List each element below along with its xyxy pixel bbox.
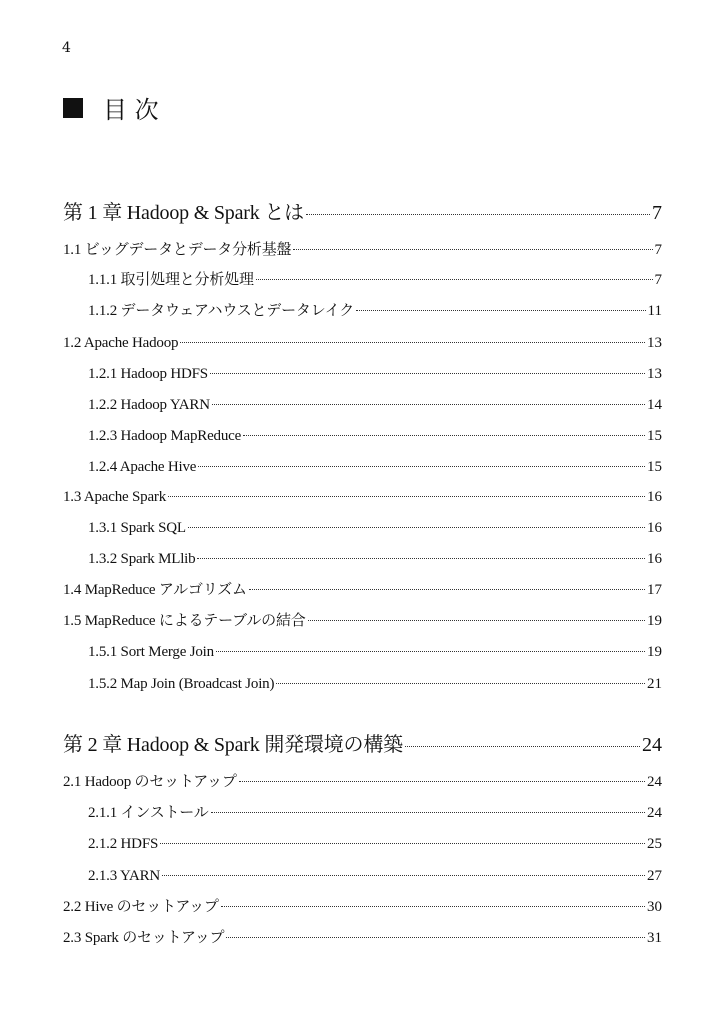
toc-entry-page: 25 (647, 836, 662, 852)
toc-entry-page: 31 (647, 930, 662, 946)
toc-entry[interactable] (63, 332, 662, 354)
dot-leader (226, 937, 645, 938)
toc-entry-title: 1.3.2 Spark MLlib (88, 551, 196, 567)
toc-entry-page: 16 (647, 520, 662, 536)
toc-entry[interactable] (88, 548, 662, 570)
dot-leader (256, 279, 653, 280)
toc-entry[interactable] (88, 641, 662, 663)
toc-entry-title: 第 2 章 Hadoop & Spark 開発環境の構築 (63, 734, 403, 756)
toc-entry-page: 24 (647, 774, 662, 790)
toc-entry[interactable] (63, 927, 662, 949)
toc-entry-title: 2.1 Hadoop のセットアップ (63, 774, 237, 790)
toc-entry-title: 1.3 Apache Spark (63, 489, 167, 505)
toc-entry[interactable] (88, 673, 662, 695)
dot-leader (243, 435, 645, 436)
toc-entry-title: 1.5 MapReduce によるテーブルの結合 (63, 613, 306, 629)
dot-leader (162, 875, 645, 876)
toc-chapter-entry[interactable] (63, 198, 662, 228)
dot-leader (198, 466, 645, 467)
toc-entry-title: 1.1.2 データウェアハウスとデータレイク (88, 303, 355, 319)
dot-leader (356, 310, 645, 311)
toc-entry[interactable] (88, 456, 662, 478)
toc-entry[interactable] (88, 865, 662, 887)
dot-leader (168, 496, 645, 497)
toc-entry[interactable] (63, 486, 662, 508)
toc-entry[interactable] (88, 394, 662, 416)
dot-leader (197, 558, 645, 559)
toc-entry-title: 1.2.4 Apache Hive (88, 459, 197, 475)
toc-entry-title: 1.2.2 Hadoop YARN (88, 397, 210, 413)
toc-entry-title: 2.2 Hive のセットアップ (63, 899, 219, 915)
toc-entry-page: 21 (647, 676, 662, 692)
toc-chapter-entry[interactable] (63, 730, 662, 760)
toc-entry-title: 1.2.1 Hadoop HDFS (88, 366, 208, 382)
toc-entry-page: 17 (647, 582, 662, 598)
toc-entry[interactable] (63, 771, 662, 793)
page-title-text: 目 次 (103, 96, 159, 124)
dot-leader (188, 527, 645, 528)
toc-entry-title: 2.1.3 YARN (88, 868, 161, 884)
dot-leader (211, 812, 645, 813)
toc-entry-title: 1.3.1 Spark SQL (88, 520, 186, 536)
toc-entry-page: 14 (647, 397, 662, 413)
toc-entry-page: 24 (642, 734, 662, 756)
toc-entry-title: 1.5.1 Sort Merge Join (88, 644, 214, 660)
toc-entry-page: 24 (647, 805, 662, 821)
toc-entry[interactable] (88, 425, 662, 447)
toc-entry-title: 第 1 章 Hadoop & Spark とは (63, 202, 304, 224)
toc-entry[interactable] (88, 269, 662, 291)
toc-entry-page: 15 (647, 428, 662, 444)
toc-entry-title: 2.1.2 HDFS (88, 836, 159, 852)
toc-entry[interactable] (63, 579, 662, 601)
dot-leader (160, 843, 645, 844)
toc-entry[interactable] (88, 517, 662, 539)
dot-leader (405, 746, 640, 747)
toc-entry[interactable] (88, 833, 662, 855)
toc-entry-title: 2.3 Spark のセットアップ (63, 930, 225, 946)
dot-leader (210, 373, 645, 374)
toc-entry-page: 27 (647, 868, 662, 884)
toc-entry-title: 2.1.1 インストール (88, 805, 209, 821)
dot-leader (293, 249, 652, 250)
dot-leader (306, 214, 650, 215)
toc-entry[interactable] (63, 610, 662, 632)
toc-entry-page: 15 (647, 459, 662, 475)
dot-leader (239, 781, 645, 782)
toc-entry-title: 1.4 MapReduce アルゴリズム (63, 582, 247, 598)
square-bullet-icon (63, 98, 83, 118)
dot-leader (216, 651, 645, 652)
toc-entry-page: 7 (654, 272, 662, 288)
dot-leader (308, 620, 645, 621)
toc-entry[interactable] (88, 300, 662, 322)
toc-entry-title: 1.5.2 Map Join (Broadcast Join) (88, 676, 275, 692)
page-title (63, 90, 159, 125)
dot-leader (180, 342, 645, 343)
toc-entry-page: 11 (647, 303, 662, 319)
toc-entry-page: 19 (647, 613, 662, 629)
toc-entry-page: 30 (647, 899, 662, 915)
toc-entry-page: 13 (647, 366, 662, 382)
toc-entry[interactable] (88, 802, 662, 824)
page-number: 4 (62, 40, 71, 56)
dot-leader (221, 906, 645, 907)
toc-entry-title: 1.2 Apache Hadoop (63, 335, 179, 351)
dot-leader (276, 683, 645, 684)
dot-leader (212, 404, 645, 405)
toc-entry[interactable] (63, 896, 662, 918)
toc-entry-title: 1.1.1 取引処理と分析処理 (88, 272, 254, 288)
toc-entry-title: 1.2.3 Hadoop MapReduce (88, 428, 242, 444)
toc-entry-page: 13 (647, 335, 662, 351)
toc-entry-page: 7 (654, 242, 662, 258)
toc-entry-page: 16 (647, 489, 662, 505)
toc-entry-page: 19 (647, 644, 662, 660)
toc-entry-title: 1.1 ビッグデータとデータ分析基盤 (63, 242, 292, 258)
toc-entry-page: 7 (652, 202, 662, 224)
toc-entry[interactable] (88, 363, 662, 385)
toc-entry-page: 16 (647, 551, 662, 567)
dot-leader (249, 589, 645, 590)
toc-entry[interactable] (63, 239, 662, 261)
